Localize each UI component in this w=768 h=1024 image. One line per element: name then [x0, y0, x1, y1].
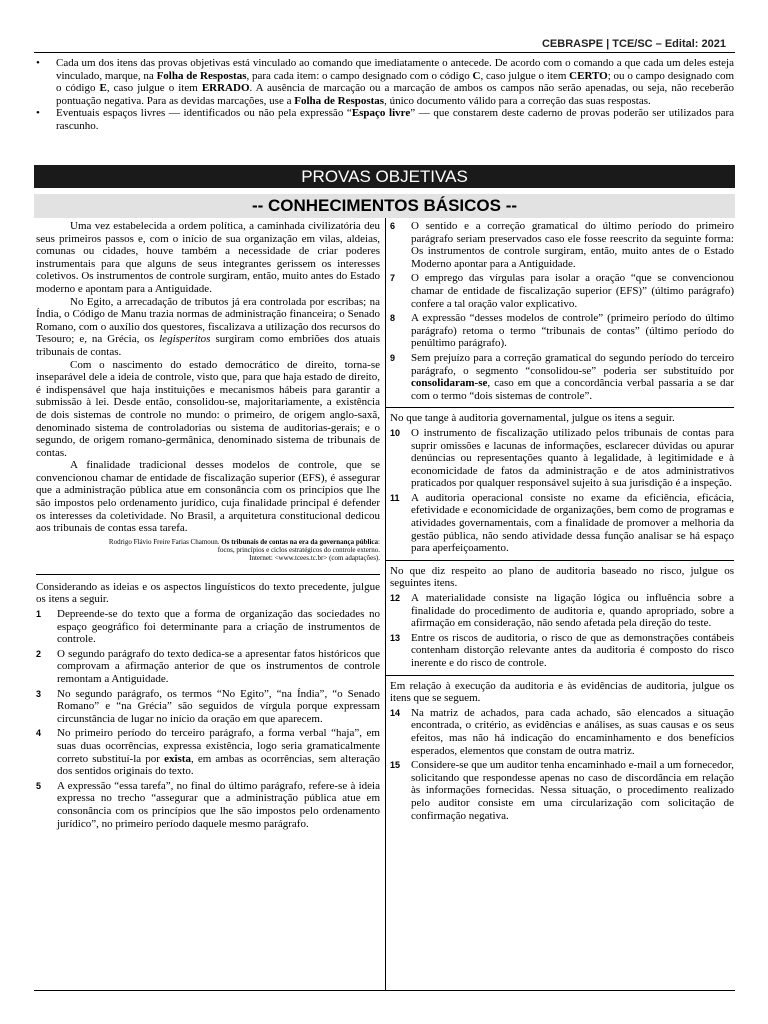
group-separator	[386, 560, 734, 561]
text-paragraph-4: A finalidade tradicional desses modelos de controle, que se convencionou chamar de entidade de fiscalização superior (EFS), é assegurar que a administração pública atue em consonância com os princípios que lhe são impostos pelo ordenamento jurídico, cuja finalidade principal é defender os interesses da coletividade. No Brasil, a arquitetura constitucional dedicou aos tribunais de contas essa tarefa.	[36, 459, 380, 535]
question-item-12	[390, 592, 734, 630]
text-separator	[36, 574, 380, 575]
item-number: 14	[390, 707, 401, 718]
text-citation	[36, 538, 380, 562]
item-text: Entre os riscos de auditoria, o risco de que as demonstrações contábeis contenham distorção relevante antes da auditoria é composto do risco inerente e do risco de controle.	[411, 631, 734, 669]
item-number: 2	[36, 648, 42, 659]
column-divider	[385, 218, 386, 990]
right-column	[390, 220, 734, 824]
question-item-5	[36, 780, 380, 830]
text-paragraph-2: No Egito, a arrecadação de tributos já era controlada por escribas; na Índia, o Código de Manu trazia normas de administração financeira; o Senado Romano, com o auxílio dos questores, fiscalizava a utilização dos recursos do Tesouro; e, na Grécia, os legisperitos surgiram como embriões dos atuais tribunais de contas.	[36, 295, 380, 358]
group-command: Em relação à execução da auditoria e às evidências de auditoria, julgue os itens que se seguem.	[390, 679, 734, 705]
bullet-mark: •	[36, 57, 40, 69]
section-title: PROVAS OBJETIVAS	[34, 165, 735, 188]
item-number: 12	[390, 593, 401, 604]
item-text: No primeiro período do terceiro parágrafo, a forma verbal “haja”, em suas duas ocorrências, expressa existência, logo seria gramaticalmente correto substituí-la por exista, em ambas as ocorrências, sem alteração dos sentidos originais do texto.	[57, 727, 380, 778]
group-command: Considerando as ideias e os aspectos linguísticos do texto precedente, julgue os itens a seguir.	[36, 580, 380, 606]
question-item-8	[390, 312, 734, 350]
item-number: 7	[390, 273, 396, 284]
question-item-7	[390, 272, 734, 310]
item-number: 13	[390, 632, 401, 643]
page-header: CEBRASPE | TCE/SC – Edital: 2021	[541, 38, 726, 50]
header-rule	[34, 52, 735, 53]
group-command: No que diz respeito ao plano de auditoria baseado no risco, julgue os seguintes itens.	[390, 564, 734, 590]
section-subtitle: -- CONHECIMENTOS BÁSICOS --	[34, 194, 735, 218]
question-item-6	[390, 220, 734, 270]
item-text: O instrumento de fiscalização utilizado pelos tribunais de contas para suprir omissões e lacunas de informações, esclarecer dúvidas ou apurar denúncias ou representações quanto à legalidade, à legitimidade e à economicidade de fatos da administração e de atos administrativos praticados por qualquer responsável sujeito à sua jurisdição é a inspeção.	[411, 426, 734, 490]
item-number: 8	[390, 313, 396, 324]
instruction-2	[34, 107, 734, 132]
citation-line: Internet: <www.tcees.tc.br> (com adaptações).	[249, 553, 380, 562]
question-item-4	[36, 727, 380, 777]
item-text: A expressão “essa tarefa”, no final do último parágrafo, refere-se à ideia expressa no trecho “assegurar que a administração pública atue em consonância com os princípios que lhe são impostos pelo ordenamento jurídico”, no primeiro período daquele mesmo parágrafo.	[57, 779, 380, 830]
item-text: A auditoria operacional consiste no exame da eficiência, eficácia, efetividade e economicidade de organizações, bem como de programas e atividades governamentais, com a finalidade de promover a melhoria da gestão pública, não sendo atividade dessa função analisar se há espaço para aperfeiçoamento.	[411, 491, 734, 555]
item-text: A materialidade consiste na ligação lógica ou influência sobre a finalidade do procedimento de auditoria e, quando apropriado, sobre a afirmação em consideração, não sendo afetada pela direção do teste.	[411, 592, 734, 630]
item-number: 15	[390, 760, 401, 771]
item-text: A expressão “desses modelos de controle” (primeiro período do último parágrafo) retoma o termo “tribunais de contas” (último período do penúltimo parágrafo).	[411, 312, 734, 350]
question-item-1	[36, 608, 380, 646]
group-separator	[386, 407, 734, 408]
item-number: 10	[390, 427, 401, 438]
left-column	[36, 220, 380, 832]
text-paragraph-1: Uma vez estabelecida a ordem política, a caminhada civilizatória deu seus primeiros passos e, com o início de sua organização em vilas, aldeias, comunas ou cidades, houve também a necessidade de criar poderes instrumentais para que alguns de seus integrantes gerissem os interesses coletivos. Os instrumentos de controle surgiram, então, muito antes do Estado moderno e apontam para a Antiguidade.	[36, 220, 380, 295]
question-item-3	[36, 688, 380, 726]
question-item-14	[390, 707, 734, 757]
question-item-2	[36, 648, 380, 686]
instructions	[34, 57, 734, 133]
reading-text	[36, 220, 380, 535]
question-item-15	[390, 759, 734, 822]
item-number: 1	[36, 609, 42, 620]
item-text: O emprego das vírgulas para isolar a oração “que se convencionou chamar de entidade de fiscalização superior (EFS)” (último parágrafo) confere a tal oração valor explicativo.	[411, 272, 734, 310]
left-item-groups	[36, 581, 380, 830]
item-number: 11	[390, 492, 400, 503]
item-text: Considere-se que um auditor tenha encaminhado e-mail a um fornecedor, solicitando que respondesse apenas no caso de discordância em relação às informações fornecidas. Nessa situação, o procedimento realizado pelo auditor consiste em uma circularização com solicitação de confirmação negativa.	[411, 759, 734, 822]
item-text: Depreende-se do texto que a forma de organização das sociedades no espaço geográfico foi determinante para a criação de instrumentos de controle.	[57, 608, 380, 646]
text-paragraph-3: Com o nascimento do estado democrático de direito, torna-se inseparável dele a ideia de controle, visto que, para que haja estado de direito, é indispensável que haja instituições e mecanismos hábeis para garantir a submissão à lei. Desde então, consolidou-se, majoritariamente, a existência de dois sistemas de controle no mundo: o primeiro, de origem anglo-saxã, denominado sistema de controladorias ou sistema de auditorias-gerais; e o segundo, de origem romano-germânica, denominado sistema de tribunais de contas.	[36, 358, 380, 459]
bullet-mark: •	[36, 107, 40, 120]
group-separator	[386, 675, 734, 676]
bottom-rule	[34, 990, 735, 991]
item-number: 5	[36, 780, 42, 791]
question-item-9	[390, 352, 734, 402]
item-text: O segundo parágrafo do texto dedica-se a apresentar fatos históricos que comprovam a afirmação anterior de que os instrumentos de controle remontam a Antiguidade.	[57, 647, 380, 685]
citation-line: Rodrigo Flávio Freire Farias Chamoun. Os tribunais de contas na era da governança pública:	[108, 537, 380, 546]
item-text: Sem prejuízo para a correção gramatical do segundo período do terceiro parágrafo, o segmento “consolidou-se” poderia ser substituído por consolidaram-se, caso em que a concordância verbal passaria a se dar com o termo “dois sistemas de controle”.	[411, 351, 734, 402]
item-text: Na matriz de achados, para cada achado, são elencados a situação encontrada, o critério, as evidências e análises, as suas causas e os seus efeitos, mas não há indicação do encaminhamento e dos benefícios esperados, elementos que constam de outra matriz.	[411, 706, 734, 757]
item-number: 6	[390, 221, 396, 231]
group-command: No que tange à auditoria governamental, julgue os itens a seguir.	[390, 412, 675, 425]
item-number: 4	[36, 728, 42, 739]
citation-line: focos, princípios e ciclos estratégicos do controle externo.	[217, 545, 380, 554]
question-item-11	[390, 492, 734, 555]
instruction-text: Cada um dos itens das provas objetivas está vinculado ao comando que imediatamente o antecede. De acordo com o comando a que cada um deles esteja vinculado, marque, na Folha de Respostas, para cada item: o campo designado com o código C, caso julgue o item CERTO; ou o campo designado com o código E, caso julgue o item ERRADO. A ausência de marcação ou a marcação de ambos os campos não serão apenadas, ou seja, não receberão pontuação negativa. Para as devidas marcações, use a Folha de Respostas, único documento válido para a correção das suas respostas.	[56, 57, 735, 107]
question-item-10	[390, 427, 734, 490]
question-item-13	[390, 632, 734, 670]
item-text: No segundo parágrafo, os termos “No Egito”, “na Índia”, “o Senado Romano” e “na Grécia” são seguidos de vírgula porque expressam circunstância de lugar no início da oração em que aparecem.	[57, 687, 380, 725]
item-text: O sentido e a correção gramatical do último período do primeiro parágrafo seriam preservados caso ele fosse reescrito da seguinte forma: Os instrumentos de controle surgiram, então, muito antes de o Estado Moderno apontar para a Antiguidade.	[411, 220, 734, 270]
instruction-text: Eventuais espaços livres — identificados ou não pela expressão “Espaço livre” — que constarem deste caderno de provas poderão ser utilizados para rascunho.	[56, 107, 735, 132]
instruction-1	[34, 57, 734, 107]
item-number: 9	[390, 352, 396, 363]
item-number: 3	[36, 688, 42, 699]
